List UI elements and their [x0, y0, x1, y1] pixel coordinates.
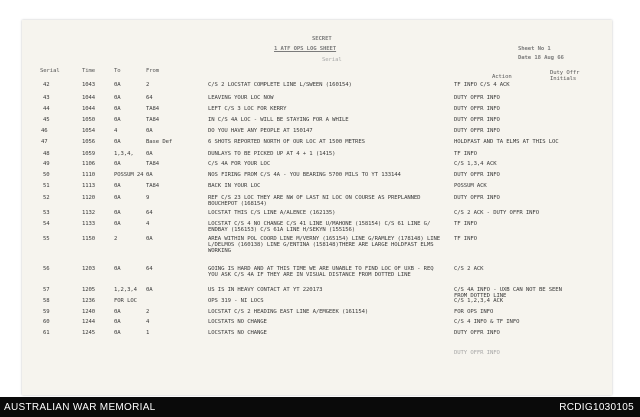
log-from-cell: Base Def	[146, 139, 173, 145]
log-time-cell: 1110	[82, 172, 96, 178]
sheet-subtitle: Serial	[322, 57, 342, 63]
log-time-cell: 1056	[82, 139, 96, 145]
footer-institution: AUSTRALIAN WAR MEMORIAL	[4, 402, 156, 413]
log-to-cell: 0A	[114, 266, 121, 272]
log-serial-cell: 58	[43, 298, 50, 304]
column-header-serial: Serial	[40, 68, 60, 74]
log-from-cell: 0A	[146, 151, 153, 157]
log-from-cell: 64	[146, 95, 153, 101]
log-serial-cell: 50	[43, 172, 50, 178]
log-action-cell: DUTY OFFR INFO	[454, 128, 500, 134]
log-serial-cell: 61	[43, 330, 50, 336]
log-action-cell: DUTY OFFR INFO	[454, 106, 500, 112]
sheet-number: Sheet No 1	[518, 46, 551, 52]
log-action-cell: TF INFO	[454, 236, 477, 242]
log-serial-cell: 49	[43, 161, 50, 167]
log-action-cell: C/S 4 INFO & TF INFO	[454, 319, 520, 325]
log-message-cell: LEFT C/S 3 LOC FOR KERRY	[208, 106, 287, 112]
log-to-cell: 0A	[114, 195, 121, 201]
log-message-cell: 6 SHOTS REPORTED NORTH OF OUR LOC AT 1500 METRES	[208, 139, 365, 145]
log-serial-cell: 55	[43, 236, 50, 242]
log-time-cell: 1240	[82, 309, 96, 315]
log-from-cell: 0A	[146, 172, 153, 178]
log-to-cell: 4	[114, 128, 118, 134]
footer-bar	[0, 397, 640, 417]
column-header-to: To	[114, 68, 121, 74]
log-action-cell: C/S 1,2,3,4 ACK	[454, 298, 504, 304]
column-header-initials: Duty Offr Initials	[550, 70, 580, 82]
log-to-cell: 0A	[114, 95, 121, 101]
column-header-action: Action	[492, 74, 512, 80]
log-to-cell: 0A	[114, 106, 121, 112]
log-action-cell: DUTY OFFR INFO	[454, 172, 500, 178]
log-message-cell: LOCSTAT C/S 2 HEADING EAST LINE A/EMGEEK (161154)	[208, 309, 369, 315]
log-from-cell: 2	[146, 309, 150, 315]
log-from-cell: TA84	[146, 106, 160, 112]
log-time-cell: 1059	[82, 151, 96, 157]
log-serial-cell: 43	[43, 95, 50, 101]
log-action-cell: TF INFO	[454, 151, 477, 157]
log-from-cell: 0A	[146, 128, 153, 134]
log-action-cell: POSSUM ACK	[454, 183, 487, 189]
log-action-cell: C/S 2 ACK - DUTY OFFR INFO	[454, 210, 539, 216]
log-action-cell: DUTY OFFR INFO	[454, 330, 500, 336]
log-from-cell: 0A	[146, 287, 153, 293]
log-time-cell: 1044	[82, 95, 96, 101]
classification-stamp: SECRET	[312, 36, 332, 42]
log-time-cell: 1205	[82, 287, 96, 293]
log-from-cell: 4	[146, 221, 150, 227]
log-time-cell: 1120	[82, 195, 96, 201]
log-time-cell: 1245	[82, 330, 96, 336]
sheet-date: Date 18 Aug 66	[518, 55, 564, 61]
log-to-cell: 0A	[114, 210, 121, 216]
log-to-cell: 2	[114, 236, 118, 242]
log-time-cell: 1132	[82, 210, 96, 216]
log-serial-cell: 52	[43, 195, 50, 201]
sheet-title: 1 ATF OPS LOG SHEET	[274, 46, 337, 52]
log-to-cell: 1,3,4,	[114, 151, 134, 157]
log-sheet	[22, 20, 612, 395]
log-to-cell: FOR LOC	[114, 298, 137, 304]
log-serial-cell: 46	[41, 128, 48, 134]
log-serial-cell: 48	[43, 151, 50, 157]
log-serial-cell: 60	[43, 319, 50, 325]
footer-record-id: RCDIG1030105	[559, 402, 634, 413]
log-serial-cell: 42	[43, 82, 50, 88]
log-action-cell: C/S 2 ACK	[454, 266, 484, 272]
log-message-cell: GOING IS HARD AND AT THIS TIME WE ARE UNABLE TO FIND LOC OF UXB - REQ YOU ASK C/S 4A IF THEY ARE IN VISUAL DISTANCE FROM DOTTED LINE	[208, 266, 434, 278]
log-message-cell: OPS 319 - NI LOCS	[208, 298, 264, 304]
log-to-cell: POSSUM 24	[114, 172, 144, 178]
log-from-cell: TA84	[146, 183, 160, 189]
log-message-cell: C/S 2 LOCSTAT COMPLETE LINE L/SWEEN (160154)	[208, 82, 352, 88]
log-serial-cell: 47	[41, 139, 48, 145]
log-message-cell: NOS FIRING FROM C/S 4A - YOU BEARING 5700 MILS TO YT 133144	[208, 172, 401, 178]
log-message-cell: LOCSTAT THIS C/S LINE A/ALENCE (162135)	[208, 210, 336, 216]
log-action-cell: C/S 1,3,4 ACK	[454, 161, 497, 167]
log-message-cell: C/S 4A FOR YOUR LOC	[208, 161, 271, 167]
log-from-cell: 64	[146, 210, 153, 216]
log-to-cell: 0A	[114, 82, 121, 88]
log-to-cell: 1,2,3,4	[114, 287, 137, 293]
log-action-cell: FOR OPS INFO	[454, 309, 494, 315]
log-message-cell: LEAVING YOUR LOC NOW	[208, 95, 274, 101]
log-time-cell: 1050	[82, 117, 96, 123]
column-header-from: From	[146, 68, 160, 74]
log-time-cell: 1244	[82, 319, 96, 325]
log-time-cell: 1236	[82, 298, 96, 304]
log-to-cell: 0A	[114, 161, 121, 167]
log-to-cell: 0A	[114, 319, 121, 325]
log-message-cell: REF C/S 23 LOC THEY ARE NW OF LAST NI LOC ON COURSE AS PREPLANNED BOUCHEPOT (168154)	[208, 195, 421, 207]
log-time-cell: 1203	[82, 266, 96, 272]
log-action-cell: DUTY OFFR INFO	[454, 117, 500, 123]
log-action-cell: C/S 4A INFO - UXB CAN NOT BE SEEN FROM DOTTED LINE	[454, 287, 562, 299]
log-serial-cell: 54	[43, 221, 50, 227]
log-action-cell: TF INFO C/S 4 ACK	[454, 82, 510, 88]
log-message-cell: AREA WITHIN POL COORD LINE M/VERNY (165154) LINE G/RAMLEY (178148) LINE L/DELMOS (160138) LINE G/ENTINA (158148)THERE ARE LARGE HOLDFAST ELMS WORKING	[208, 236, 441, 254]
log-to-cell: 0A	[114, 330, 121, 336]
log-serial-cell: 59	[43, 309, 50, 315]
log-time-cell: 1044	[82, 106, 96, 112]
trailing-action: DUTY OFFR INFO	[454, 350, 500, 356]
log-message-cell: LOCSTATS NO CHANGE	[208, 330, 267, 336]
log-message-cell: IN C/S 4A LOC - WILL BE STAYING FOR A WHILE	[208, 117, 349, 123]
log-time-cell: 1054	[82, 128, 96, 134]
log-serial-cell: 44	[43, 106, 50, 112]
log-serial-cell: 57	[43, 287, 50, 293]
log-from-cell: 2	[146, 82, 150, 88]
log-action-cell: DUTY OFFR INFO	[454, 95, 500, 101]
log-from-cell: TA84	[146, 117, 160, 123]
log-action-cell: HOLDFAST AND TA ELMS AT THIS LOC	[454, 139, 559, 145]
log-message-cell: DUNLAYS TO BE PICKED UP AT 4 + 1 (1415)	[208, 151, 336, 157]
log-message-cell: US IS IN HEAVY CONTACT AT YT 220173	[208, 287, 323, 293]
log-from-cell: TA84	[146, 161, 160, 167]
log-from-cell: 0A	[146, 236, 153, 242]
log-time-cell: 1113	[82, 183, 96, 189]
log-message-cell: DO YOU HAVE ANY PEOPLE AT 150147	[208, 128, 313, 134]
column-header-time: Time	[82, 68, 96, 74]
log-action-cell: DUTY OFFR INFO	[454, 195, 500, 201]
log-from-cell: 1	[146, 330, 150, 336]
log-to-cell: 0A	[114, 221, 121, 227]
log-action-cell: TF INFO	[454, 221, 477, 227]
log-from-cell: 4	[146, 319, 150, 325]
log-to-cell: 0A	[114, 309, 121, 315]
log-serial-cell: 53	[43, 210, 50, 216]
log-message-cell: LOCSTATS NO CHANGE	[208, 319, 267, 325]
log-time-cell: 1150	[82, 236, 96, 242]
log-to-cell: 0A	[114, 139, 121, 145]
log-time-cell: 1133	[82, 221, 96, 227]
log-serial-cell: 51	[43, 183, 50, 189]
log-time-cell: 1106	[82, 161, 96, 167]
log-from-cell: 9	[146, 195, 150, 201]
log-serial-cell: 45	[43, 117, 50, 123]
log-message-cell: BACK IN YOUR LOC	[208, 183, 261, 189]
log-serial-cell: 56	[43, 266, 50, 272]
log-to-cell: 0A	[114, 183, 121, 189]
log-from-cell: 64	[146, 266, 153, 272]
log-to-cell: 0A	[114, 117, 121, 123]
log-time-cell: 1043	[82, 82, 96, 88]
log-message-cell: LOCSTAT C/S 4 NO CHANGE C/S 41 LINE U/MAHONE (158154) C/S 61 LINE G/ ENDBAY (156153) C/S 61A LINE H/SEKYN (155156)	[208, 221, 431, 233]
